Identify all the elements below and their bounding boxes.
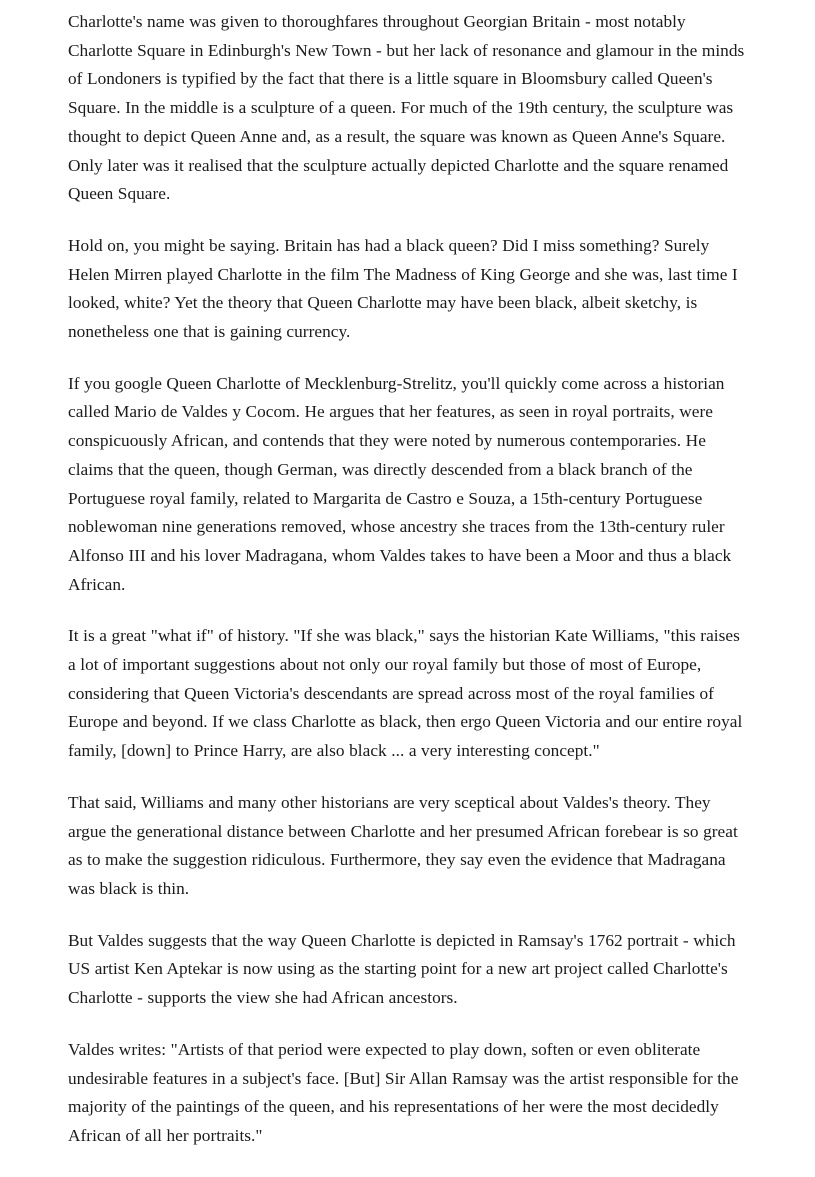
paragraph: Charlotte's name was given to thoroughfares throughout Georgian Britain - most notably Charlotte Square in Edinburgh's New Town - but her lack of resonance and glamour in the minds of Londoners is typified by the fact that there is a little square in Bloomsbury called Queen's Square. In the middle is a sculpture of a queen. For much of the 19th century, the sculpture was thought to depict Queen Anne and, as a result, the square was known as Queen Anne's Square. Only later was it realised that the sculpture actually depicted Charlotte and the square renamed Queen Square. [68, 12, 745, 204]
paragraph: If you google Queen Charlotte of Mecklenburg-Strelitz, you'll quickly come across a historian called Mario de Valdes y Cocom. He argues that her features, as seen in royal portraits, were conspicuously African, and contends that they were noted by numerous contemporaries. He claims that the queen, though German, was directly descended from a black branch of the Portuguese royal family, related to Margarita de Castro e Souza, a 15th-century Portuguese noblewoman nine generations removed, whose ancestry she traces from the 13th-century ruler Alfonso III and his lover Madragana, whom Valdes takes to have been a Moor and thus a black African. [68, 373, 732, 594]
paragraph: That said, Williams and many other historians are very sceptical about Valdes's theory. They argue the generational distance between Charlotte and her presumed African forebear is so great as to make the suggestion ridiculous. Furthermore, they say even the evidence that Madragana was black is thin. [68, 792, 738, 898]
article-body [68, 8, 746, 1151]
paragraph: Valdes writes: "Artists of that period were expected to play down, soften or even obliterate undesirable features in a subject's face. [But] Sir Allan Ramsay was the artist responsible for the majority of the paintings of the queen, and his representations of her were the most decidedly African of all her portraits." [68, 1039, 739, 1145]
paragraph: Hold on, you might be saying. Britain has had a black queen? Did I miss something? Surely Helen Mirren played Charlotte in the film The Madness of King George and she was, last time I looked, white? Yet the theory that Queen Charlotte may have been black, albeit sketchy, is nonetheless one that is gaining currency. [68, 235, 738, 342]
paragraph: But Valdes suggests that the way Queen Charlotte is depicted in Ramsay's 1762 portrait - which US artist Ken Aptekar is now using as the starting point for a new art project called Charlotte's Charlotte - supports the view she had African ancestors. [68, 930, 736, 1008]
paragraph: It is a great "what if" of history. "If she was black," says the historian Kate Williams, "this raises a lot of important suggestions about not only our royal family but those of most of Europe, considering that Queen Victoria's descendants are spread across most of the royal families of Europe and beyond. If we class Charlotte as black, then ergo Queen Victoria and our entire royal family, [down] to Prince Harry, are also black ... a very interesting concept." [68, 626, 743, 761]
